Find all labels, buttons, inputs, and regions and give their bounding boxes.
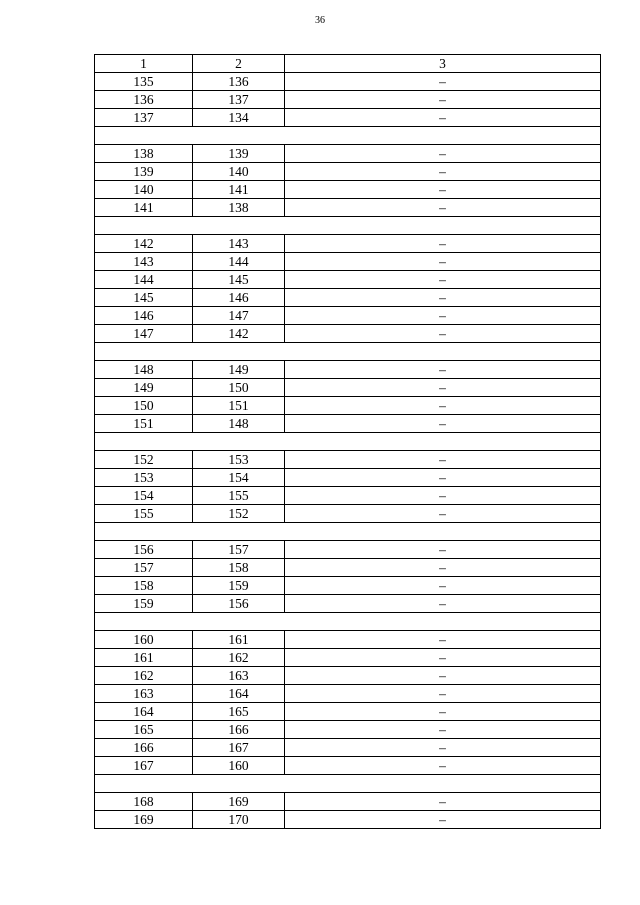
table-cell: – xyxy=(285,235,601,253)
table-row xyxy=(95,199,601,217)
table-cell: 167 xyxy=(193,739,285,757)
table-cell: 155 xyxy=(193,487,285,505)
table-row xyxy=(95,739,601,757)
table-cell: 140 xyxy=(95,181,193,199)
table-cell: – xyxy=(285,811,601,829)
table-cell: 146 xyxy=(95,307,193,325)
table-row xyxy=(95,415,601,433)
table-cell: – xyxy=(285,487,601,505)
table-row xyxy=(95,361,601,379)
table-cell: 139 xyxy=(95,163,193,181)
table-row xyxy=(95,631,601,649)
table-cell: 170 xyxy=(193,811,285,829)
table-cell: 150 xyxy=(193,379,285,397)
table-cell: – xyxy=(285,793,601,811)
table-cell: 142 xyxy=(193,325,285,343)
table-cell: – xyxy=(285,469,601,487)
table-cell: 157 xyxy=(95,559,193,577)
table-cell: – xyxy=(285,541,601,559)
table-cell: 163 xyxy=(95,685,193,703)
table-row xyxy=(95,811,601,829)
table-cell: 151 xyxy=(193,397,285,415)
table-cell: 161 xyxy=(95,649,193,667)
table-row xyxy=(95,289,601,307)
table-row xyxy=(95,145,601,163)
table-cell: 138 xyxy=(193,199,285,217)
table-cell: – xyxy=(285,361,601,379)
table-cell: – xyxy=(285,757,601,775)
table-cell: 147 xyxy=(193,307,285,325)
table-row xyxy=(95,649,601,667)
page-number: 36 xyxy=(315,15,325,26)
table-cell: – xyxy=(285,577,601,595)
table-cell: 169 xyxy=(95,811,193,829)
table-row xyxy=(95,703,601,721)
table-cell: 152 xyxy=(95,451,193,469)
table-cell: 155 xyxy=(95,505,193,523)
table-row xyxy=(95,397,601,415)
table-cell: 144 xyxy=(95,271,193,289)
table-row xyxy=(95,73,601,91)
column-header: 3 xyxy=(285,55,601,73)
table-cell: 168 xyxy=(95,793,193,811)
table-cell: 137 xyxy=(193,91,285,109)
table-cell: – xyxy=(285,289,601,307)
table-cell: – xyxy=(285,559,601,577)
table-cell: 151 xyxy=(95,415,193,433)
table-cell: – xyxy=(285,145,601,163)
table-row xyxy=(95,469,601,487)
table-row xyxy=(95,595,601,613)
table-cell: 153 xyxy=(95,469,193,487)
table-cell: 148 xyxy=(95,361,193,379)
table-cell: – xyxy=(285,631,601,649)
group-separator-row xyxy=(95,433,601,451)
table-cell: 154 xyxy=(193,469,285,487)
table-cell: 164 xyxy=(95,703,193,721)
table-cell: – xyxy=(285,505,601,523)
table-row xyxy=(95,487,601,505)
table-cell: 143 xyxy=(95,253,193,271)
table-cell: 145 xyxy=(95,289,193,307)
header-row xyxy=(95,55,601,73)
table-cell: 158 xyxy=(95,577,193,595)
table-row xyxy=(95,793,601,811)
table-cell: – xyxy=(285,253,601,271)
column-header: 2 xyxy=(193,55,285,73)
group-separator-row xyxy=(95,613,601,631)
table-cell: 141 xyxy=(193,181,285,199)
table-cell: 142 xyxy=(95,235,193,253)
table-cell: – xyxy=(285,721,601,739)
group-separator-row xyxy=(95,127,601,145)
table-cell: – xyxy=(285,379,601,397)
table-cell: – xyxy=(285,595,601,613)
table-row xyxy=(95,559,601,577)
table-row xyxy=(95,667,601,685)
table-body xyxy=(95,55,601,829)
table-cell: 164 xyxy=(193,685,285,703)
table-row xyxy=(95,451,601,469)
separator-cell xyxy=(95,523,601,541)
table-row xyxy=(95,541,601,559)
table-cell: – xyxy=(285,685,601,703)
table-cell: 138 xyxy=(95,145,193,163)
table-cell: 165 xyxy=(95,721,193,739)
table-cell: 148 xyxy=(193,415,285,433)
table-cell: 158 xyxy=(193,559,285,577)
separator-cell xyxy=(95,613,601,631)
table-cell: 136 xyxy=(95,91,193,109)
table-cell: – xyxy=(285,703,601,721)
separator-cell xyxy=(95,433,601,451)
table-cell: – xyxy=(285,91,601,109)
separator-cell xyxy=(95,217,601,235)
separator-cell xyxy=(95,343,601,361)
table-cell: – xyxy=(285,739,601,757)
table-cell: 161 xyxy=(193,631,285,649)
table-row xyxy=(95,163,601,181)
table-cell: 141 xyxy=(95,199,193,217)
table-cell: 147 xyxy=(95,325,193,343)
table-row xyxy=(95,109,601,127)
table-cell: 169 xyxy=(193,793,285,811)
table-cell: 160 xyxy=(193,757,285,775)
table-row xyxy=(95,181,601,199)
table-cell: 156 xyxy=(193,595,285,613)
table-cell: 162 xyxy=(95,667,193,685)
table-cell: – xyxy=(285,181,601,199)
table-cell: – xyxy=(285,667,601,685)
table-cell: – xyxy=(285,415,601,433)
table-cell: 152 xyxy=(193,505,285,523)
table-cell: 135 xyxy=(95,73,193,91)
table-cell: 145 xyxy=(193,271,285,289)
table-cell: 165 xyxy=(193,703,285,721)
data-table xyxy=(94,54,601,829)
table-row xyxy=(95,685,601,703)
table-cell: 134 xyxy=(193,109,285,127)
table-cell: 166 xyxy=(95,739,193,757)
table-cell: 139 xyxy=(193,145,285,163)
table-cell: 143 xyxy=(193,235,285,253)
table-cell: 153 xyxy=(193,451,285,469)
table-cell: 167 xyxy=(95,757,193,775)
table-cell: 140 xyxy=(193,163,285,181)
table-row xyxy=(95,253,601,271)
table-cell: 146 xyxy=(193,289,285,307)
table-cell: 144 xyxy=(193,253,285,271)
table-cell: 166 xyxy=(193,721,285,739)
table-row xyxy=(95,325,601,343)
table-cell: 154 xyxy=(95,487,193,505)
table-cell: 136 xyxy=(193,73,285,91)
table-cell: – xyxy=(285,397,601,415)
table-cell: 163 xyxy=(193,667,285,685)
table-cell: 137 xyxy=(95,109,193,127)
table-cell: – xyxy=(285,325,601,343)
group-separator-row xyxy=(95,775,601,793)
table-cell: – xyxy=(285,307,601,325)
separator-cell xyxy=(95,127,601,145)
table-cell: – xyxy=(285,649,601,667)
table-cell: 150 xyxy=(95,397,193,415)
table-cell: – xyxy=(285,109,601,127)
table-cell: – xyxy=(285,73,601,91)
table-cell: 149 xyxy=(95,379,193,397)
table-cell: 162 xyxy=(193,649,285,667)
table-row xyxy=(95,235,601,253)
group-separator-row xyxy=(95,343,601,361)
table-cell: – xyxy=(285,163,601,181)
table-cell: 160 xyxy=(95,631,193,649)
group-separator-row xyxy=(95,217,601,235)
group-separator-row xyxy=(95,523,601,541)
table-cell: 149 xyxy=(193,361,285,379)
table-cell: 159 xyxy=(95,595,193,613)
table-cell: – xyxy=(285,451,601,469)
table-row xyxy=(95,379,601,397)
table-row xyxy=(95,505,601,523)
table-row xyxy=(95,577,601,595)
table-row xyxy=(95,91,601,109)
table-cell: 156 xyxy=(95,541,193,559)
table-row xyxy=(95,721,601,739)
table-cell: – xyxy=(285,199,601,217)
table-cell: 159 xyxy=(193,577,285,595)
table-row xyxy=(95,757,601,775)
separator-cell xyxy=(95,775,601,793)
table-row xyxy=(95,307,601,325)
table-row xyxy=(95,271,601,289)
table-cell: 157 xyxy=(193,541,285,559)
column-header: 1 xyxy=(95,55,193,73)
table-cell: – xyxy=(285,271,601,289)
